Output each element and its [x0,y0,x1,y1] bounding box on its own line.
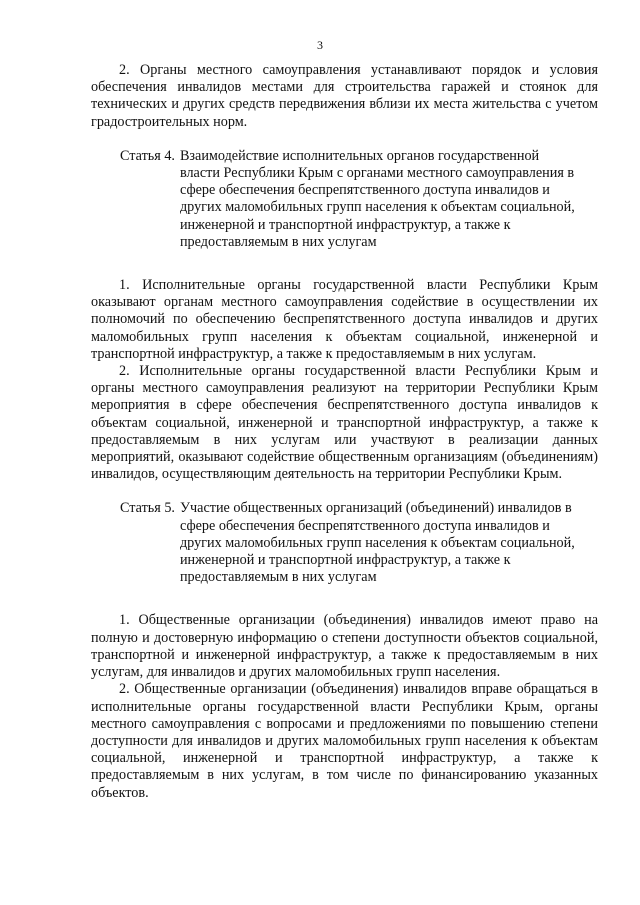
article-5-number: Статья 5. [120,500,175,517]
article-5-heading [120,500,582,586]
article-4-number: Статья 4. [120,147,175,164]
article-5-title: Участие общественных организаций (объединений) инвалидов в сфере обеспечения беспрепятственного доступа инвалидов и других маломобильных групп населения к объектам социальной, инженерной и транспортной инфраструктур, а также к предоставляемым в них услугам [179,500,575,586]
article-5-paragraph-1: 1. Общественные организации (объединения) инвалидов имеют право на полную и достоверную информацию о степени доступности объектов социальной, транспортной и инженерной инфраструктур, а также к предоставляемым в них услугам, для инвалидов и других маломобильных групп населения. [91,612,598,681]
intro-paragraph: 2. Органы местного самоуправления устанавливают порядок и условия обеспечения инвалидов местами для строительства гаражей и стоянок для технических и других средств передвижения вблизи их места жительства с учетом градостроительных норм. [91,62,598,130]
article-4-paragraph-2: 2. Исполнительные органы государственной власти Республики Крым и органы местного самоуправления реализуют на территории Республики Крым мероприятия в сфере обеспечения беспрепятственного доступа инвалидов к объектам социальной, инженерной и транспортной инфраструктур, а также к предоставляемым в них услугам или участвуют в реализации данных мероприятий, оказывают содействие общественным организациям (объединениям) инвалидов, осуществляющим деятельность на территории Республики Крым. [91,363,598,483]
article-4-heading [120,148,582,251]
document-body [91,62,598,802]
article-4-title: Взаимодействие исполнительных органов государственной власти Республики Крым с органами местного самоуправления в сфере обеспечения беспрепятственного доступа инвалидов и других маломобильных групп населения к объектам социальной, инженерной и транспортной инфраструктур, а также к предоставляемым в них услугам [179,147,575,250]
page-number: 3 [317,38,323,52]
article-5-paragraph-2: 2. Общественные организации (объединения) инвалидов вправе обращаться в исполнительные органы государственной власти Республики Крым, органы местного самоуправления с вопросами и предложениями по повышению степени доступности для инвалидов и других маломобильных групп населения к объектам социальной, инженерной и транспортной инфраструктур, а также к предоставляемым в них услугам, в том числе по финансированию указанных объектов. [91,681,598,801]
article-4-paragraph-1: 1. Исполнительные органы государственной власти Республики Крым оказывают органам местного самоуправления содействие в осуществлении их полномочий по обеспечению беспрепятственного доступа инвалидов и других маломобильных групп населения к объектам социальной, инженерной и транспортной инфраструктур, а также к предоставляемым в них услугам. [91,277,598,362]
